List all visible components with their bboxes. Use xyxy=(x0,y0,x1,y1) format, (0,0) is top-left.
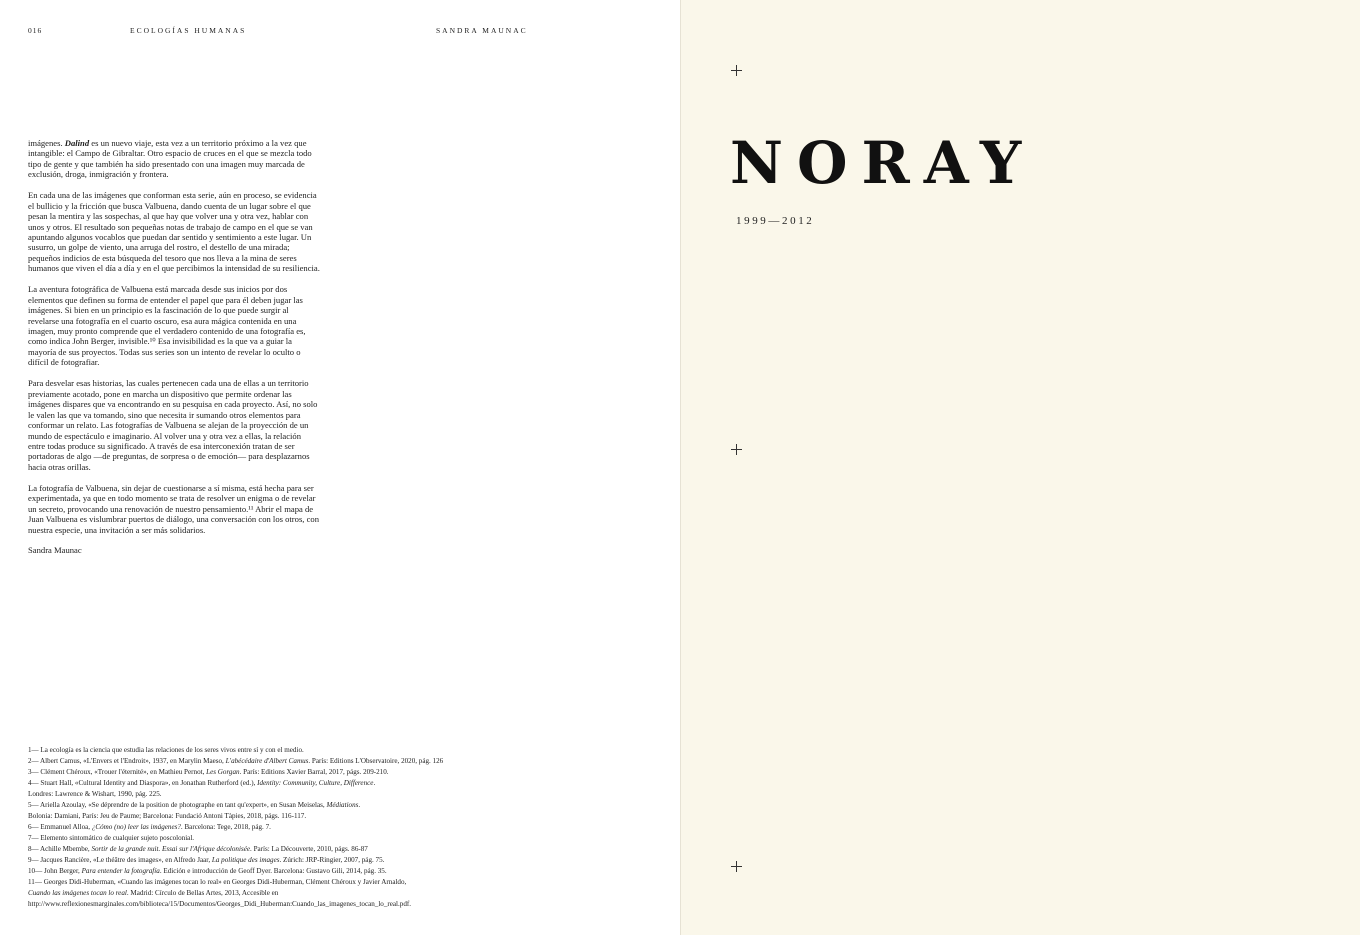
essay-paragraph: imágenes. Dalind es un nuevo viaje, esta vez a un territorio próximo a la vez que intangible: el Campo de Gibraltar. Otro espacio de cruces en el que se mezcla todo tipo de gente y que también ha sido presentado con una imagen muy marcada de exclusión, droga, inmigración y frontera. xyxy=(28,138,312,180)
footnote: Bolonia: Damiani, París: Jeu de Paume; Barcelona: Fundació Antoni Tàpies, 2018, págs. 116-117. xyxy=(28,812,307,820)
footnote: Cuando las imágenes tocan lo real. Madrid: Círculo de Bellas Artes, 2013, Accesible en xyxy=(28,889,279,897)
footnote: 7— Elemento sintomático de cualquier sujeto poscolonial. xyxy=(28,834,195,842)
footnotes xyxy=(28,745,508,910)
running-head-author: SANDRA MAUNAC xyxy=(436,26,528,35)
footnote: 10— John Berger, Para entender la fotografía. Edición e introducción de Geoff Dyer. Barcelona: Gustavo Gili, 2014, pág. 35. xyxy=(28,867,387,875)
footnote: 4— Stuart Hall, «Cultural Identity and Diaspora», en Jonathan Rutherford (ed.), Identity: Community, Culture, Difference. xyxy=(28,779,376,787)
essay-paragraph: En cada una de las imágenes que conforman esta serie, aún en proceso, se evidencia el bullicio y la fricción que busca Valbuena, dando cuenta de un lugar sobre el que pesan la mentira y las sospechas, al que hay que volver una y otra vez, hablar con unos y otros. El resultado son pequeñas notas de trabajo de campo en el que se van apuntando algunos vocablos que puedan dar sentido y sentimiento a este lugar. Un susurro, un golpe de viento, una arruga del rostro, el destello de una mirada; pequeños indicios de esta búsqueda del tesoro que nos lleva a la mina de seres humanos que viven el día a día y en el que percibimos la intensidad de su resiliencia. xyxy=(28,190,320,274)
section-years: 1999—2012 xyxy=(736,215,815,227)
footnote: 1— La ecología es la ciencia que estudia las relaciones de los seres vivos entre sí y con el medio. xyxy=(28,746,304,754)
running-head-title: ECOLOGÍAS HUMANAS xyxy=(130,26,247,35)
essay-signature: Sandra Maunac xyxy=(28,545,82,556)
footnote: Londres: Lawrence & Wishart, 1990, pág. 225. xyxy=(28,790,162,798)
essay-paragraph: La aventura fotográfica de Valbuena está marcada desde sus inicios por dos elementos que definen su forma de entender el papel que para él deben jugar las imágenes. Si bien en un principio es la fascinación de lo que puede surgir al revelarse una fotografía en el cuarto oscuro, esa aura mágica contenida en una imagen, muy pronto comprende que el verdadero contenido de una fotografía es, como indica John Berger, invisible.¹⁰ Esa invisibilidad es la que va a guiar la mayoría de sus proyectos. Todas sus series son un intento de revelar lo oculto o difícil de fotografiar. xyxy=(28,284,306,368)
footnote: 11— Georges Didi-Huberman, «Cuando las imágenes tocan lo real» en Georges Didi-Huberman, Clément Chéroux y Javier Arnaldo, xyxy=(28,878,407,886)
essay-body xyxy=(28,138,320,566)
footnote: 3— Clément Chéroux, «Trouer l'éternité», en Mathieu Pernot, Les Gorgan. París: Editions Xavier Barral, 2017, págs. 209-210. xyxy=(28,768,389,776)
page-number: 016 xyxy=(28,26,43,35)
footnote: http://www.reflexionesmarginales.com/biblioteca/15/Documentos/Georges_Didi_Huberman:Cuando_las_imagenes_tocan_lo_real.pdf. xyxy=(28,900,412,908)
footnote: 6— Emmanuel Alloa, ¿Cómo (no) leer las imágenes?. Barcelona: Tege, 2018, pág. 7. xyxy=(28,823,271,831)
footnote: 5— Ariella Azoulay, «Se déprendre de la position de photographe en tant qu'expert», en Susan Meiselas, Médiations. xyxy=(28,801,361,809)
footnote: 2— Albert Camus, «L'Envers et l'Endroit», 1937, en Marylin Maeso, L'abécédaire d'Albert Camus. París: Editions L'Observatoire, 2020, pág. 126 xyxy=(28,757,444,765)
essay-paragraph: La fotografía de Valbuena, sin dejar de cuestionarse a sí misma, está hecha para ser experimentada, ya que en todo momento se trata de resolver un enigma o de revelar un secreto, provocando una renovación de nuestro pensamiento.¹¹ Abrir el mapa de Juan Valbuena es vislumbrar puertos de diálogo, una conversación con los otros, con nuestra especie, una invitación a ser más solidarios. xyxy=(28,482,320,535)
section-title: NORAY xyxy=(730,129,1036,197)
crosshair-mark-top xyxy=(731,65,742,76)
crosshair-mark-bottom xyxy=(731,861,742,872)
footnote: 9— Jacques Rancière, «Le théâtre des images», en Alfredo Jaar, La politique des images. Zúrich: JRP-Ringier, 2007, pág. 75. xyxy=(28,856,385,864)
crosshair-mark-middle xyxy=(731,444,742,455)
essay-paragraph: Para desvelar esas historias, las cuales pertenecen cada una de ellas a un territorio previamente acotado, pone en marcha un dispositivo que permite ordenar las imágenes dispares que va encontrando en su pesquisa en cada proyecto. Así, no solo le valen las que va tomando, sino que necesita ir sumando otros elementos para conformar un relato. Las fotografías de Valbuena se alejan de la proyección de un mundo de espectáculo e imaginario. Al volver una y otra vez a ellas, la relación entre todas produce su significado. A través de esa interconexión tratan de ser portadoras de algo —de preguntas, de sorpresa o de emoción— para desplazarnos hacia otras orillas. xyxy=(28,378,318,472)
footnote: 8— Achille Mbembe, Sortir de la grande nuit. Essai sur l'Afrique décolonisée. París: La Découverte, 2010, págs. 86-87 xyxy=(28,845,368,853)
